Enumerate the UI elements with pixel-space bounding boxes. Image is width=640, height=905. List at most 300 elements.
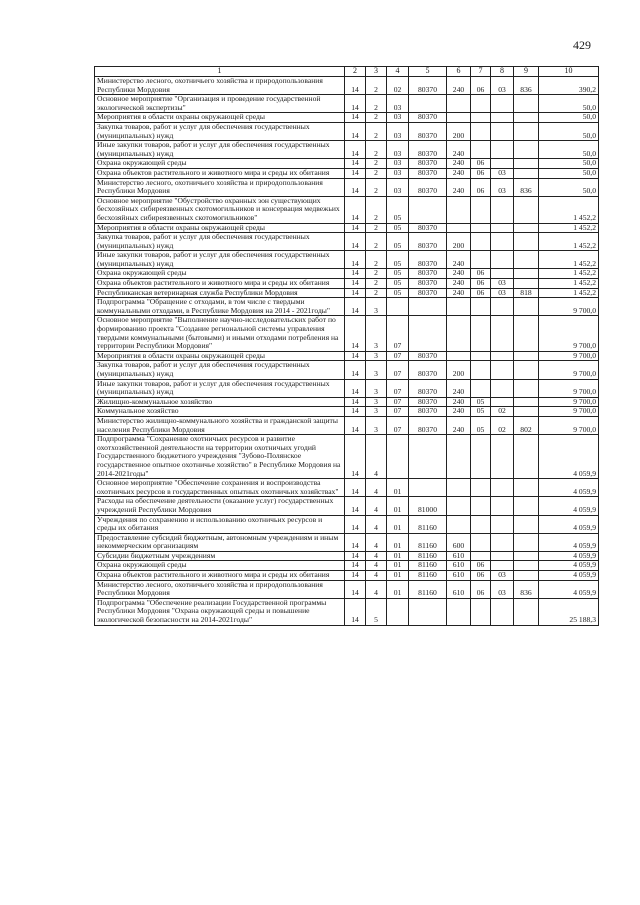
- prz-code-cell: 2: [366, 223, 387, 233]
- section-code-cell: 06: [471, 288, 491, 298]
- grbs-code-cell: [514, 223, 539, 233]
- csr-code-suffix-cell: 81160: [409, 515, 447, 533]
- csr-code-suffix-cell: 80370: [409, 168, 447, 178]
- csr-code-suffix-cell: 80370: [409, 416, 447, 434]
- row-name-cell: Расходы на обеспечение деятельности (оказание услуг) государственных учреждений Республики Мордовия: [95, 497, 345, 515]
- prz-code-cell: 4: [366, 533, 387, 551]
- prz-code-cell: 2: [366, 141, 387, 159]
- vr-code-cell: 240: [447, 159, 471, 169]
- prz-code-cell: 3: [366, 397, 387, 407]
- vr-code-cell: 240: [447, 269, 471, 279]
- section-code-cell: [471, 351, 491, 361]
- vr-code-cell: 240: [447, 379, 471, 397]
- amount-cell: 50,0: [539, 95, 599, 113]
- subsection-code-cell: 02: [491, 407, 514, 417]
- vr-code-cell: [447, 316, 471, 351]
- row-name-cell: Закупка товаров, работ и услуг для обеспечения государственных (муниципальных) нужд: [95, 122, 345, 140]
- csr-code-suffix-cell: 80370: [409, 379, 447, 397]
- prz-code-cell: 3: [366, 416, 387, 434]
- csr-code-suffix-cell: 80370: [409, 288, 447, 298]
- grbs-code-cell: [514, 298, 539, 316]
- vr-code-cell: 610: [447, 571, 471, 581]
- amount-cell: 25 188,3: [539, 598, 599, 625]
- row-name-cell: Министерство лесного, охотничьего хозяйства и природопользования Республики Мордовия: [95, 178, 345, 196]
- column-header: 10: [539, 67, 599, 77]
- amount-cell: 9 700,0: [539, 397, 599, 407]
- rz-code-cell: 14: [345, 251, 366, 269]
- prz-code-cell: 4: [366, 551, 387, 561]
- section-code-cell: [471, 298, 491, 316]
- csr-code-cell: 01: [387, 497, 409, 515]
- prz-code-cell: 2: [366, 113, 387, 123]
- amount-cell: 9 700,0: [539, 298, 599, 316]
- row-name-cell: Основное мероприятие "Организация и проведение государственной экологической экспертизы": [95, 95, 345, 113]
- table-row: [95, 598, 599, 625]
- csr-code-cell: [387, 598, 409, 625]
- vr-code-cell: 240: [447, 141, 471, 159]
- subsection-code-cell: [491, 351, 514, 361]
- table-row: [95, 497, 599, 515]
- page-number: 429: [573, 38, 591, 52]
- csr-code-suffix-cell: 80370: [409, 113, 447, 123]
- csr-code-suffix-cell: 80370: [409, 223, 447, 233]
- prz-code-cell: 2: [366, 196, 387, 223]
- vr-code-cell: [447, 113, 471, 123]
- amount-cell: 1 452,2: [539, 251, 599, 269]
- section-code-cell: [471, 95, 491, 113]
- section-code-cell: [471, 361, 491, 379]
- grbs-code-cell: [514, 407, 539, 417]
- table-row: [95, 351, 599, 361]
- vr-code-cell: [447, 515, 471, 533]
- section-code-cell: 06: [471, 561, 491, 571]
- rz-code-cell: 14: [345, 279, 366, 289]
- csr-code-cell: 07: [387, 316, 409, 351]
- prz-code-cell: 4: [366, 571, 387, 581]
- rz-code-cell: 14: [345, 141, 366, 159]
- row-name-cell: Охрана окружающей среды: [95, 269, 345, 279]
- rz-code-cell: 14: [345, 351, 366, 361]
- vr-code-cell: [447, 196, 471, 223]
- grbs-code-cell: [514, 159, 539, 169]
- subsection-code-cell: 03: [491, 77, 514, 95]
- row-name-cell: Коммунальное хозяйство: [95, 407, 345, 417]
- rz-code-cell: 14: [345, 533, 366, 551]
- csr-code-suffix-cell: 80370: [409, 397, 447, 407]
- table-row: [95, 77, 599, 95]
- csr-code-suffix-cell: [409, 196, 447, 223]
- column-header: 4: [387, 67, 409, 77]
- subsection-code-cell: [491, 361, 514, 379]
- row-name-cell: Охрана объектов растительного и животного мира и среды их обитания: [95, 571, 345, 581]
- subsection-code-cell: [491, 515, 514, 533]
- section-code-cell: 06: [471, 580, 491, 598]
- row-name-cell: Закупка товаров, работ и услуг для обеспечения государственных (муниципальных) нужд: [95, 233, 345, 251]
- row-name-cell: Мероприятия в области охраны окружающей среды: [95, 223, 345, 233]
- rz-code-cell: 14: [345, 168, 366, 178]
- section-code-cell: 06: [471, 178, 491, 196]
- rz-code-cell: 14: [345, 159, 366, 169]
- prz-code-cell: 2: [366, 251, 387, 269]
- row-name-cell: Закупка товаров, работ и услуг для обеспечения государственных (муниципальных) нужд: [95, 361, 345, 379]
- subsection-code-cell: [491, 159, 514, 169]
- table-row: [95, 533, 599, 551]
- grbs-code-cell: [514, 351, 539, 361]
- subsection-code-cell: 03: [491, 168, 514, 178]
- grbs-code-cell: [514, 122, 539, 140]
- csr-code-suffix-cell: 80370: [409, 279, 447, 289]
- amount-cell: 50,0: [539, 168, 599, 178]
- table-row: [95, 279, 599, 289]
- csr-code-cell: 01: [387, 561, 409, 571]
- rz-code-cell: 14: [345, 397, 366, 407]
- grbs-code-cell: [514, 113, 539, 123]
- vr-code-cell: 600: [447, 533, 471, 551]
- row-name-cell: Жилищно-коммунальное хозяйство: [95, 397, 345, 407]
- csr-code-suffix-cell: 81160: [409, 580, 447, 598]
- rz-code-cell: 14: [345, 515, 366, 533]
- table-row: [95, 561, 599, 571]
- subsection-code-cell: [491, 141, 514, 159]
- csr-code-cell: 07: [387, 407, 409, 417]
- rz-code-cell: 14: [345, 361, 366, 379]
- rz-code-cell: 14: [345, 598, 366, 625]
- vr-code-cell: 200: [447, 361, 471, 379]
- row-name-cell: Охрана окружающей среды: [95, 159, 345, 169]
- subsection-code-cell: 03: [491, 178, 514, 196]
- grbs-code-cell: [514, 269, 539, 279]
- table-row: [95, 269, 599, 279]
- subsection-code-cell: [491, 95, 514, 113]
- table-row: [95, 141, 599, 159]
- subsection-code-cell: [491, 379, 514, 397]
- table-row: [95, 379, 599, 397]
- column-header: 1: [95, 67, 345, 77]
- section-code-cell: [471, 223, 491, 233]
- amount-cell: 1 452,2: [539, 196, 599, 223]
- grbs-code-cell: [514, 598, 539, 625]
- prz-code-cell: 2: [366, 122, 387, 140]
- section-code-cell: [471, 233, 491, 251]
- table-row: [95, 288, 599, 298]
- rz-code-cell: 14: [345, 298, 366, 316]
- row-name-cell: Субсидии бюджетным учреждениям: [95, 551, 345, 561]
- prz-code-cell: 5: [366, 598, 387, 625]
- vr-code-cell: 240: [447, 178, 471, 196]
- csr-code-suffix-cell: 80370: [409, 407, 447, 417]
- csr-code-cell: 01: [387, 515, 409, 533]
- section-code-cell: [471, 113, 491, 123]
- csr-code-cell: 03: [387, 168, 409, 178]
- csr-code-suffix-cell: 80370: [409, 233, 447, 251]
- prz-code-cell: 3: [366, 407, 387, 417]
- amount-cell: 4 059,9: [539, 551, 599, 561]
- csr-code-suffix-cell: 81160: [409, 561, 447, 571]
- prz-code-cell: 3: [366, 351, 387, 361]
- amount-cell: 4 059,9: [539, 571, 599, 581]
- rz-code-cell: 14: [345, 435, 366, 479]
- subsection-code-cell: [491, 269, 514, 279]
- prz-code-cell: 2: [366, 288, 387, 298]
- vr-code-cell: [447, 223, 471, 233]
- row-name-cell: Министерство лесного, охотничьего хозяйства и природопользования Республики Мордовия: [95, 580, 345, 598]
- row-name-cell: Охрана окружающей среды: [95, 561, 345, 571]
- row-name-cell: Иные закупки товаров, работ и услуг для обеспечения государственных (муниципальных) нужд: [95, 251, 345, 269]
- subsection-code-cell: 03: [491, 288, 514, 298]
- csr-code-cell: 03: [387, 122, 409, 140]
- row-name-cell: Подпрограмма "Сохранение охотничьих ресурсов и развитие охотхозяйственной деятельности на территории охотничьих угодий Государственного бюджетного учреждения "Зубово-Полянское государственное опытное охотничье хозяйство" в Республике Мордовия на 2014-2021годы": [95, 435, 345, 479]
- table-row: [95, 515, 599, 533]
- table-row: [95, 571, 599, 581]
- csr-code-suffix-cell: 81160: [409, 551, 447, 561]
- grbs-code-cell: [514, 251, 539, 269]
- rz-code-cell: 14: [345, 95, 366, 113]
- row-name-cell: Учреждения по сохранению и использованию охотничьих ресурсов и среды их обитания: [95, 515, 345, 533]
- vr-code-cell: 240: [447, 279, 471, 289]
- row-name-cell: Охрана объектов растительного и животного мира и среды их обитания: [95, 279, 345, 289]
- vr-code-cell: [447, 351, 471, 361]
- grbs-code-cell: [514, 571, 539, 581]
- table-row: [95, 397, 599, 407]
- subsection-code-cell: 02: [491, 416, 514, 434]
- prz-code-cell: 4: [366, 435, 387, 479]
- section-code-cell: [471, 122, 491, 140]
- prz-code-cell: 2: [366, 178, 387, 196]
- row-name-cell: Основное мероприятие "Обеспечение сохранения и воспроизводства охотничьих ресурсов в государственных опытных охотничьих хозяйствах": [95, 479, 345, 497]
- rz-code-cell: 14: [345, 479, 366, 497]
- csr-code-suffix-cell: [409, 298, 447, 316]
- amount-cell: 9 700,0: [539, 361, 599, 379]
- table-row: [95, 361, 599, 379]
- csr-code-cell: 05: [387, 251, 409, 269]
- section-code-cell: [471, 379, 491, 397]
- table-header-row: [95, 67, 599, 77]
- csr-code-cell: 02: [387, 77, 409, 95]
- subsection-code-cell: [491, 497, 514, 515]
- prz-code-cell: 3: [366, 316, 387, 351]
- section-code-cell: 06: [471, 77, 491, 95]
- table-row: [95, 251, 599, 269]
- section-code-cell: [471, 316, 491, 351]
- csr-code-suffix-cell: 80370: [409, 159, 447, 169]
- grbs-code-cell: [514, 141, 539, 159]
- table-row: [95, 233, 599, 251]
- csr-code-cell: 05: [387, 288, 409, 298]
- csr-code-cell: 07: [387, 416, 409, 434]
- csr-code-cell: 01: [387, 571, 409, 581]
- prz-code-cell: 4: [366, 580, 387, 598]
- table-row: [95, 95, 599, 113]
- vr-code-cell: 240: [447, 397, 471, 407]
- amount-cell: 4 059,9: [539, 515, 599, 533]
- row-name-cell: Охрана объектов растительного и животного мира и среды их обитания: [95, 168, 345, 178]
- rz-code-cell: 14: [345, 571, 366, 581]
- rz-code-cell: 14: [345, 580, 366, 598]
- section-code-cell: [471, 551, 491, 561]
- csr-code-suffix-cell: 80370: [409, 269, 447, 279]
- amount-cell: 4 059,9: [539, 561, 599, 571]
- section-code-cell: 06: [471, 159, 491, 169]
- table-row: [95, 316, 599, 351]
- row-name-cell: Подпрограмма "Обращение с отходами, в том числе с твердыми коммунальными отходами, в Республике Мордовия на 2014 - 2021годы": [95, 298, 345, 316]
- csr-code-suffix-cell: [409, 316, 447, 351]
- section-code-cell: 06: [471, 269, 491, 279]
- vr-code-cell: [447, 298, 471, 316]
- section-code-cell: 05: [471, 407, 491, 417]
- subsection-code-cell: [491, 233, 514, 251]
- prz-code-cell: 2: [366, 233, 387, 251]
- section-code-cell: [471, 598, 491, 625]
- prz-code-cell: 2: [366, 159, 387, 169]
- row-name-cell: Министерство жилищно-коммунального хозяйства и гражданской защиты населения Республики Мордовия: [95, 416, 345, 434]
- grbs-code-cell: [514, 561, 539, 571]
- grbs-code-cell: [514, 233, 539, 251]
- amount-cell: 50,0: [539, 113, 599, 123]
- table-row: [95, 580, 599, 598]
- row-name-cell: Основное мероприятие "Обустройство охранных зон существующих бесхозяйных сибиреязвенных скотомогильников и консервация медвежьих бесхозяйных сибиреязвенных скотомогильников": [95, 196, 345, 223]
- vr-code-cell: [447, 598, 471, 625]
- csr-code-suffix-cell: 80370: [409, 77, 447, 95]
- row-name-cell: Мероприятия в области охраны окружающей среды: [95, 351, 345, 361]
- amount-cell: 1 452,2: [539, 288, 599, 298]
- grbs-code-cell: [514, 515, 539, 533]
- subsection-code-cell: [491, 113, 514, 123]
- grbs-code-cell: [514, 168, 539, 178]
- rz-code-cell: 14: [345, 497, 366, 515]
- grbs-code-cell: 802: [514, 416, 539, 434]
- csr-code-suffix-cell: [409, 95, 447, 113]
- column-header: 9: [514, 67, 539, 77]
- csr-code-cell: 03: [387, 141, 409, 159]
- csr-code-cell: 05: [387, 233, 409, 251]
- csr-code-cell: 07: [387, 351, 409, 361]
- section-code-cell: [471, 196, 491, 223]
- row-name-cell: Иные закупки товаров, работ и услуг для обеспечения государственных (муниципальных) нужд: [95, 141, 345, 159]
- column-header: 2: [345, 67, 366, 77]
- row-name-cell: Иные закупки товаров, работ и услуг для обеспечения государственных (муниципальных) нужд: [95, 379, 345, 397]
- amount-cell: 50,0: [539, 159, 599, 169]
- column-header: 6: [447, 67, 471, 77]
- vr-code-cell: 240: [447, 77, 471, 95]
- csr-code-suffix-cell: 81000: [409, 497, 447, 515]
- rz-code-cell: 14: [345, 77, 366, 95]
- subsection-code-cell: [491, 122, 514, 140]
- csr-code-cell: 05: [387, 269, 409, 279]
- subsection-code-cell: [491, 533, 514, 551]
- subsection-code-cell: 03: [491, 279, 514, 289]
- subsection-code-cell: [491, 223, 514, 233]
- prz-code-cell: 2: [366, 168, 387, 178]
- prz-code-cell: 3: [366, 379, 387, 397]
- subsection-code-cell: 03: [491, 580, 514, 598]
- prz-code-cell: 4: [366, 515, 387, 533]
- grbs-code-cell: 836: [514, 580, 539, 598]
- amount-cell: 9 700,0: [539, 379, 599, 397]
- prz-code-cell: 2: [366, 77, 387, 95]
- column-header: 5: [409, 67, 447, 77]
- csr-code-cell: 07: [387, 397, 409, 407]
- vr-code-cell: 240: [447, 416, 471, 434]
- amount-cell: 4 059,9: [539, 435, 599, 479]
- prz-code-cell: 2: [366, 269, 387, 279]
- vr-code-cell: 240: [447, 168, 471, 178]
- grbs-code-cell: [514, 196, 539, 223]
- csr-code-suffix-cell: [409, 435, 447, 479]
- csr-code-suffix-cell: 80370: [409, 361, 447, 379]
- subsection-code-cell: [491, 551, 514, 561]
- csr-code-cell: 05: [387, 196, 409, 223]
- column-header: 8: [491, 67, 514, 77]
- grbs-code-cell: [514, 279, 539, 289]
- rz-code-cell: 14: [345, 288, 366, 298]
- rz-code-cell: 14: [345, 122, 366, 140]
- section-code-cell: [471, 435, 491, 479]
- table-row: [95, 113, 599, 123]
- vr-code-cell: 240: [447, 407, 471, 417]
- rz-code-cell: 14: [345, 551, 366, 561]
- grbs-code-cell: [514, 95, 539, 113]
- row-name-cell: Мероприятия в области охраны окружающей среды: [95, 113, 345, 123]
- section-code-cell: [471, 533, 491, 551]
- table-body: [95, 77, 599, 626]
- amount-cell: 1 452,2: [539, 223, 599, 233]
- grbs-code-cell: [514, 497, 539, 515]
- csr-code-suffix-cell: 80370: [409, 141, 447, 159]
- grbs-code-cell: [514, 551, 539, 561]
- amount-cell: 9 700,0: [539, 416, 599, 434]
- vr-code-cell: 610: [447, 551, 471, 561]
- vr-code-cell: 200: [447, 122, 471, 140]
- vr-code-cell: [447, 497, 471, 515]
- amount-cell: 390,2: [539, 77, 599, 95]
- rz-code-cell: 14: [345, 223, 366, 233]
- section-code-cell: 06: [471, 168, 491, 178]
- csr-code-suffix-cell: [409, 598, 447, 625]
- table-row: [95, 223, 599, 233]
- amount-cell: 9 700,0: [539, 351, 599, 361]
- row-name-cell: Основное мероприятие "Выполнение научно-исследовательских работ по формированию проекта "Создание региональной системы управления твердыми коммунальными (бытовыми) и иными отходами потребления на территории Республики Мордовия": [95, 316, 345, 351]
- rz-code-cell: 14: [345, 178, 366, 196]
- rz-code-cell: 14: [345, 316, 366, 351]
- amount-cell: 1 452,2: [539, 233, 599, 251]
- vr-code-cell: 240: [447, 288, 471, 298]
- csr-code-suffix-cell: 81160: [409, 571, 447, 581]
- amount-cell: 4 059,9: [539, 580, 599, 598]
- table-row: [95, 196, 599, 223]
- vr-code-cell: 610: [447, 580, 471, 598]
- csr-code-suffix-cell: [409, 479, 447, 497]
- column-header: 3: [366, 67, 387, 77]
- table-row: [95, 479, 599, 497]
- rz-code-cell: 14: [345, 416, 366, 434]
- rz-code-cell: 14: [345, 561, 366, 571]
- csr-code-cell: [387, 298, 409, 316]
- subsection-code-cell: 03: [491, 571, 514, 581]
- section-code-cell: [471, 141, 491, 159]
- grbs-code-cell: 836: [514, 178, 539, 196]
- subsection-code-cell: [491, 397, 514, 407]
- amount-cell: 4 059,9: [539, 497, 599, 515]
- amount-cell: 4 059,9: [539, 479, 599, 497]
- grbs-code-cell: 818: [514, 288, 539, 298]
- prz-code-cell: 3: [366, 361, 387, 379]
- subsection-code-cell: [491, 298, 514, 316]
- grbs-code-cell: [514, 397, 539, 407]
- csr-code-suffix-cell: 80370: [409, 351, 447, 361]
- amount-cell: 1 452,2: [539, 279, 599, 289]
- prz-code-cell: 4: [366, 479, 387, 497]
- csr-code-cell: 07: [387, 361, 409, 379]
